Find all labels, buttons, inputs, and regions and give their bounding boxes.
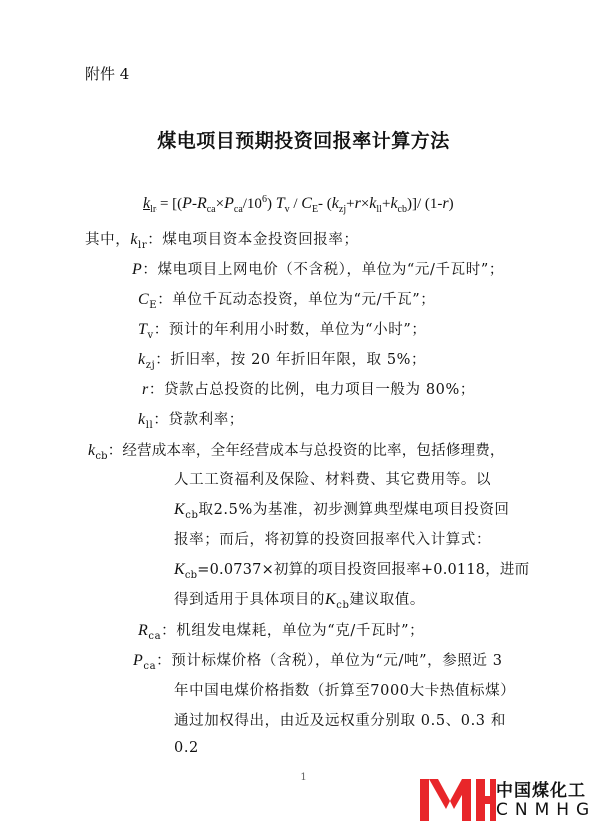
attachment-label: 附件 4 (85, 65, 130, 83)
def-kcb-line5: $K_{cb}=0.0737\times$初算的项目投资回报率+0.0118，进而 (174, 561, 530, 581)
def-kcb-line1: $k_{cb}$：经营成本率，全年经营成本与总投资的比率，包括修理费， (88, 442, 505, 462)
def-klr: 其中，$k_{lr}$：煤电项目资本金投资回报率； (85, 231, 359, 251)
def-kcb-line6: 得到适用于具体项目的$K_{cb}$建议取值。 (174, 591, 425, 611)
def-ce: $C_E$：单位千瓦动态投资，单位为“元/千瓦”； (138, 291, 436, 311)
logo-text-cn: 中国煤化工 (496, 781, 586, 801)
def-r: r：贷款占总投资的比例，电力项目一般为 80%； (142, 381, 475, 398)
def-kcb-line4: 报率；而后，将初算的投资回报率代入计算式： (174, 532, 492, 548)
def-pca-line4: 0.2 (174, 740, 199, 756)
def-pca-line3: 通过加权得出，由近及远权重分别取 0.5、0.3 和 (174, 713, 506, 729)
page-number: 1 (300, 772, 307, 783)
def-kcb-line2: 人工工资福利及保险、材料费、其它费用等。以 (174, 472, 492, 488)
logo-text-en: CNMHG (496, 800, 597, 820)
formula-klr: $k_{lr}$ (143, 195, 157, 216)
def-rca: $R_{ca}$：机组发电煤耗，单位为“克/千瓦时”； (138, 622, 425, 642)
def-pca-line1: $P_{ca}$：预计标煤价格（含税），单位为“元/吨”，参照近 3 (133, 652, 503, 672)
def-kll: $k_{ll}$：贷款利率； (138, 411, 244, 431)
def-kcb-line3: $K_{cb}$取2.5%为基准，初步测算典型煤电项目投资回 (174, 501, 510, 521)
def-pca-line2: 年中国电煤价格指数（折算至7000大卡热值标煤） (174, 683, 516, 699)
formula: $k_{lr} = [(P-R_{ca}\times P_{ca}/10^6)$ $T_v / C_E-$ $(k_{zj}+r\times k_{ll}+k_{cb})]/$ (1-r) (143, 194, 454, 216)
def-tv: $T_v$：预计的年利用小时数，单位为“小时”； (138, 321, 427, 341)
document-title: 煤电项目预期投资回报率计算方法 (157, 130, 450, 152)
def-p: P：煤电项目上网电价（不含税），单位为“元/千瓦时”； (132, 261, 504, 278)
def-kzj: $k_{zj}$：折旧率，按 20 年折旧年限，取 5%； (138, 351, 427, 371)
